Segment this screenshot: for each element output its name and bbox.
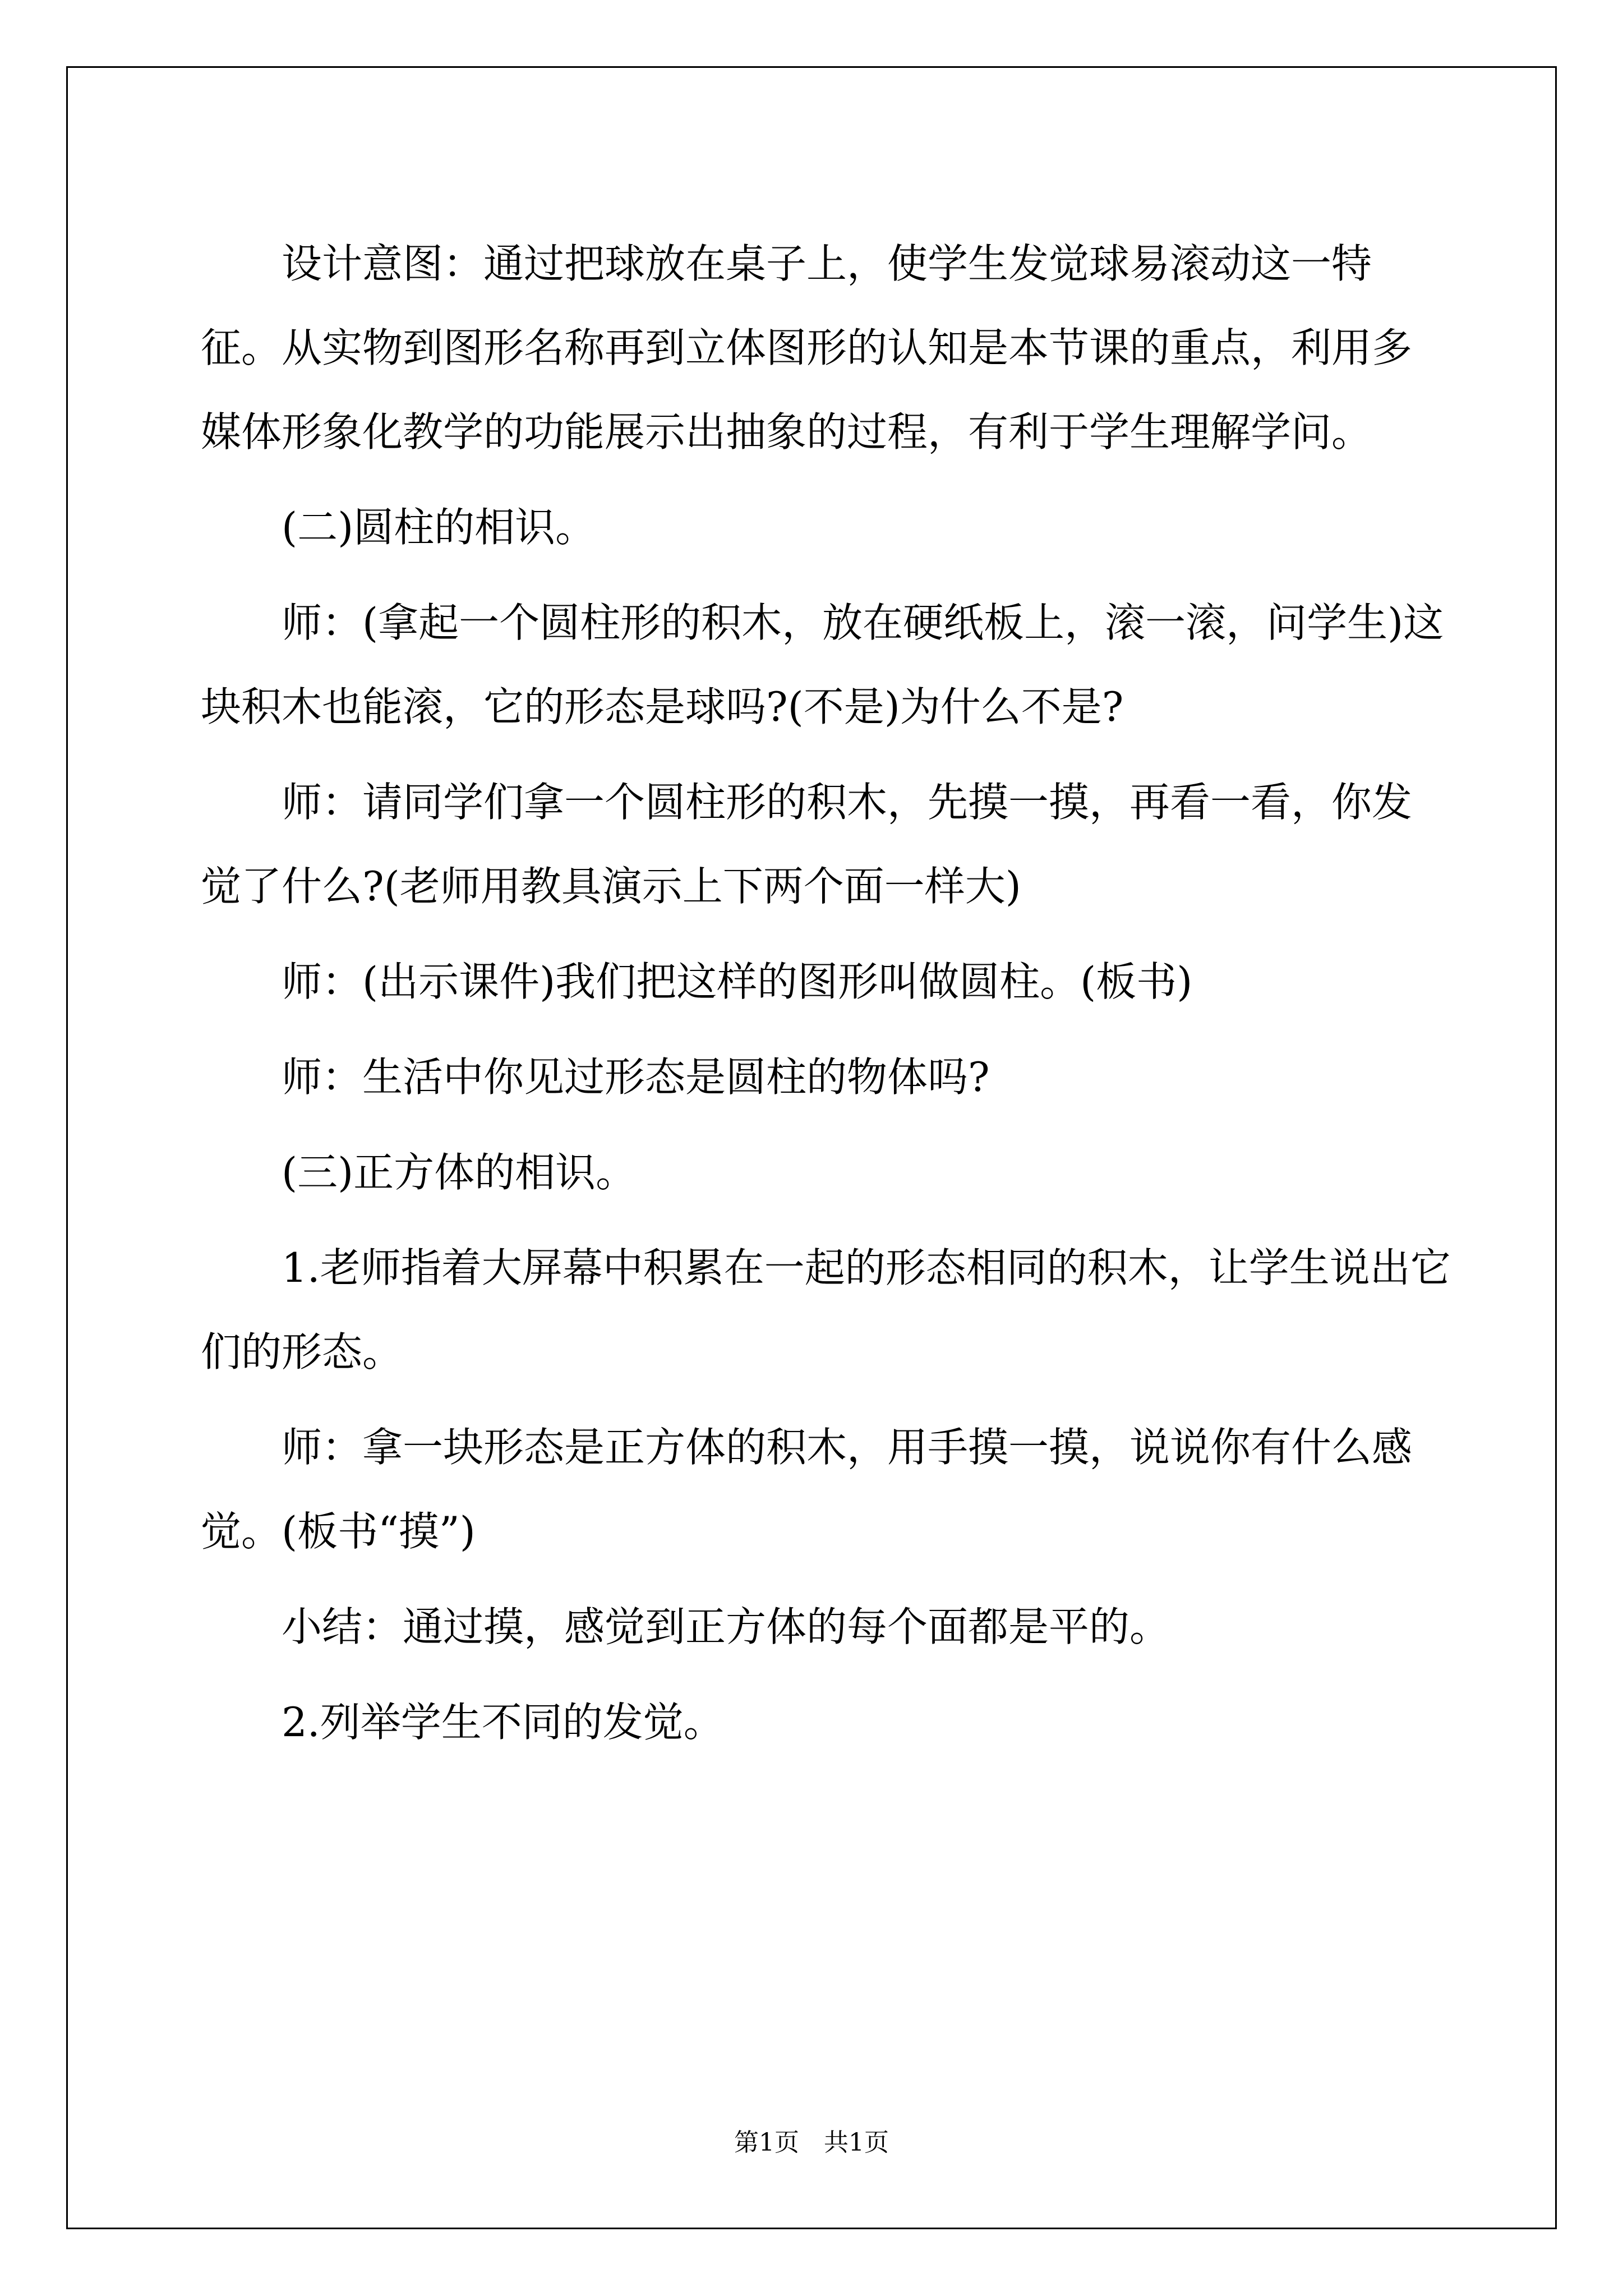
page-footer: 第1页 共1页 xyxy=(734,2128,889,2157)
section-heading-cylinder: (二)圆柱的相识。 xyxy=(282,504,596,551)
paragraph-teacher-touch-cube: 师：拿一块形态是正方体的积木，用手摸一摸，说说你有什么感觉。(板书“摸”) xyxy=(201,1424,1413,1555)
paragraph-teacher-touch-cylinder: 师：请同学们拿一个圆柱形的积木，先摸一摸，再看一看，你发觉了什么?(老师用教具演示上下两个面一样大) xyxy=(201,779,1413,910)
paragraph-summary: 小结：通过摸，感觉到正方体的每个面都是平的。 xyxy=(282,1603,1170,1650)
paragraph-step-1: 1.老师指着大屏幕中积累在一起的形态相同的积木，让学生说出它们的形态。 xyxy=(201,1244,1451,1375)
section-heading-cube: (三)正方体的相识。 xyxy=(282,1149,637,1196)
paragraph-design-intent: 设计意图：通过把球放在桌子上，使学生发觉球易滚动这一特征。从实物到图形名称再到立体图形的认知是本节课的重点，利用多媒体形象化教学的功能展示出抽象的过程，有利于学生理解学问。 xyxy=(201,240,1413,455)
paragraph-step-2: 2.列举学生不同的发觉。 xyxy=(282,1699,724,1746)
paragraph-teacher-courseware: 师：(出示课件)我们把这样的图形叫做圆柱。(板书) xyxy=(282,958,1193,1005)
document-body xyxy=(201,222,1451,1775)
paragraph-teacher-question: 师：生活中你见过形态是圆柱的物体吗? xyxy=(282,1053,990,1101)
paragraph-teacher-roll-cylinder: 师：(拿起一个圆柱形的积木，放在硬纸板上，滚一滚，问学生)这块积木也能滚，它的形态是球吗?(不是)为什么不是? xyxy=(201,599,1444,730)
